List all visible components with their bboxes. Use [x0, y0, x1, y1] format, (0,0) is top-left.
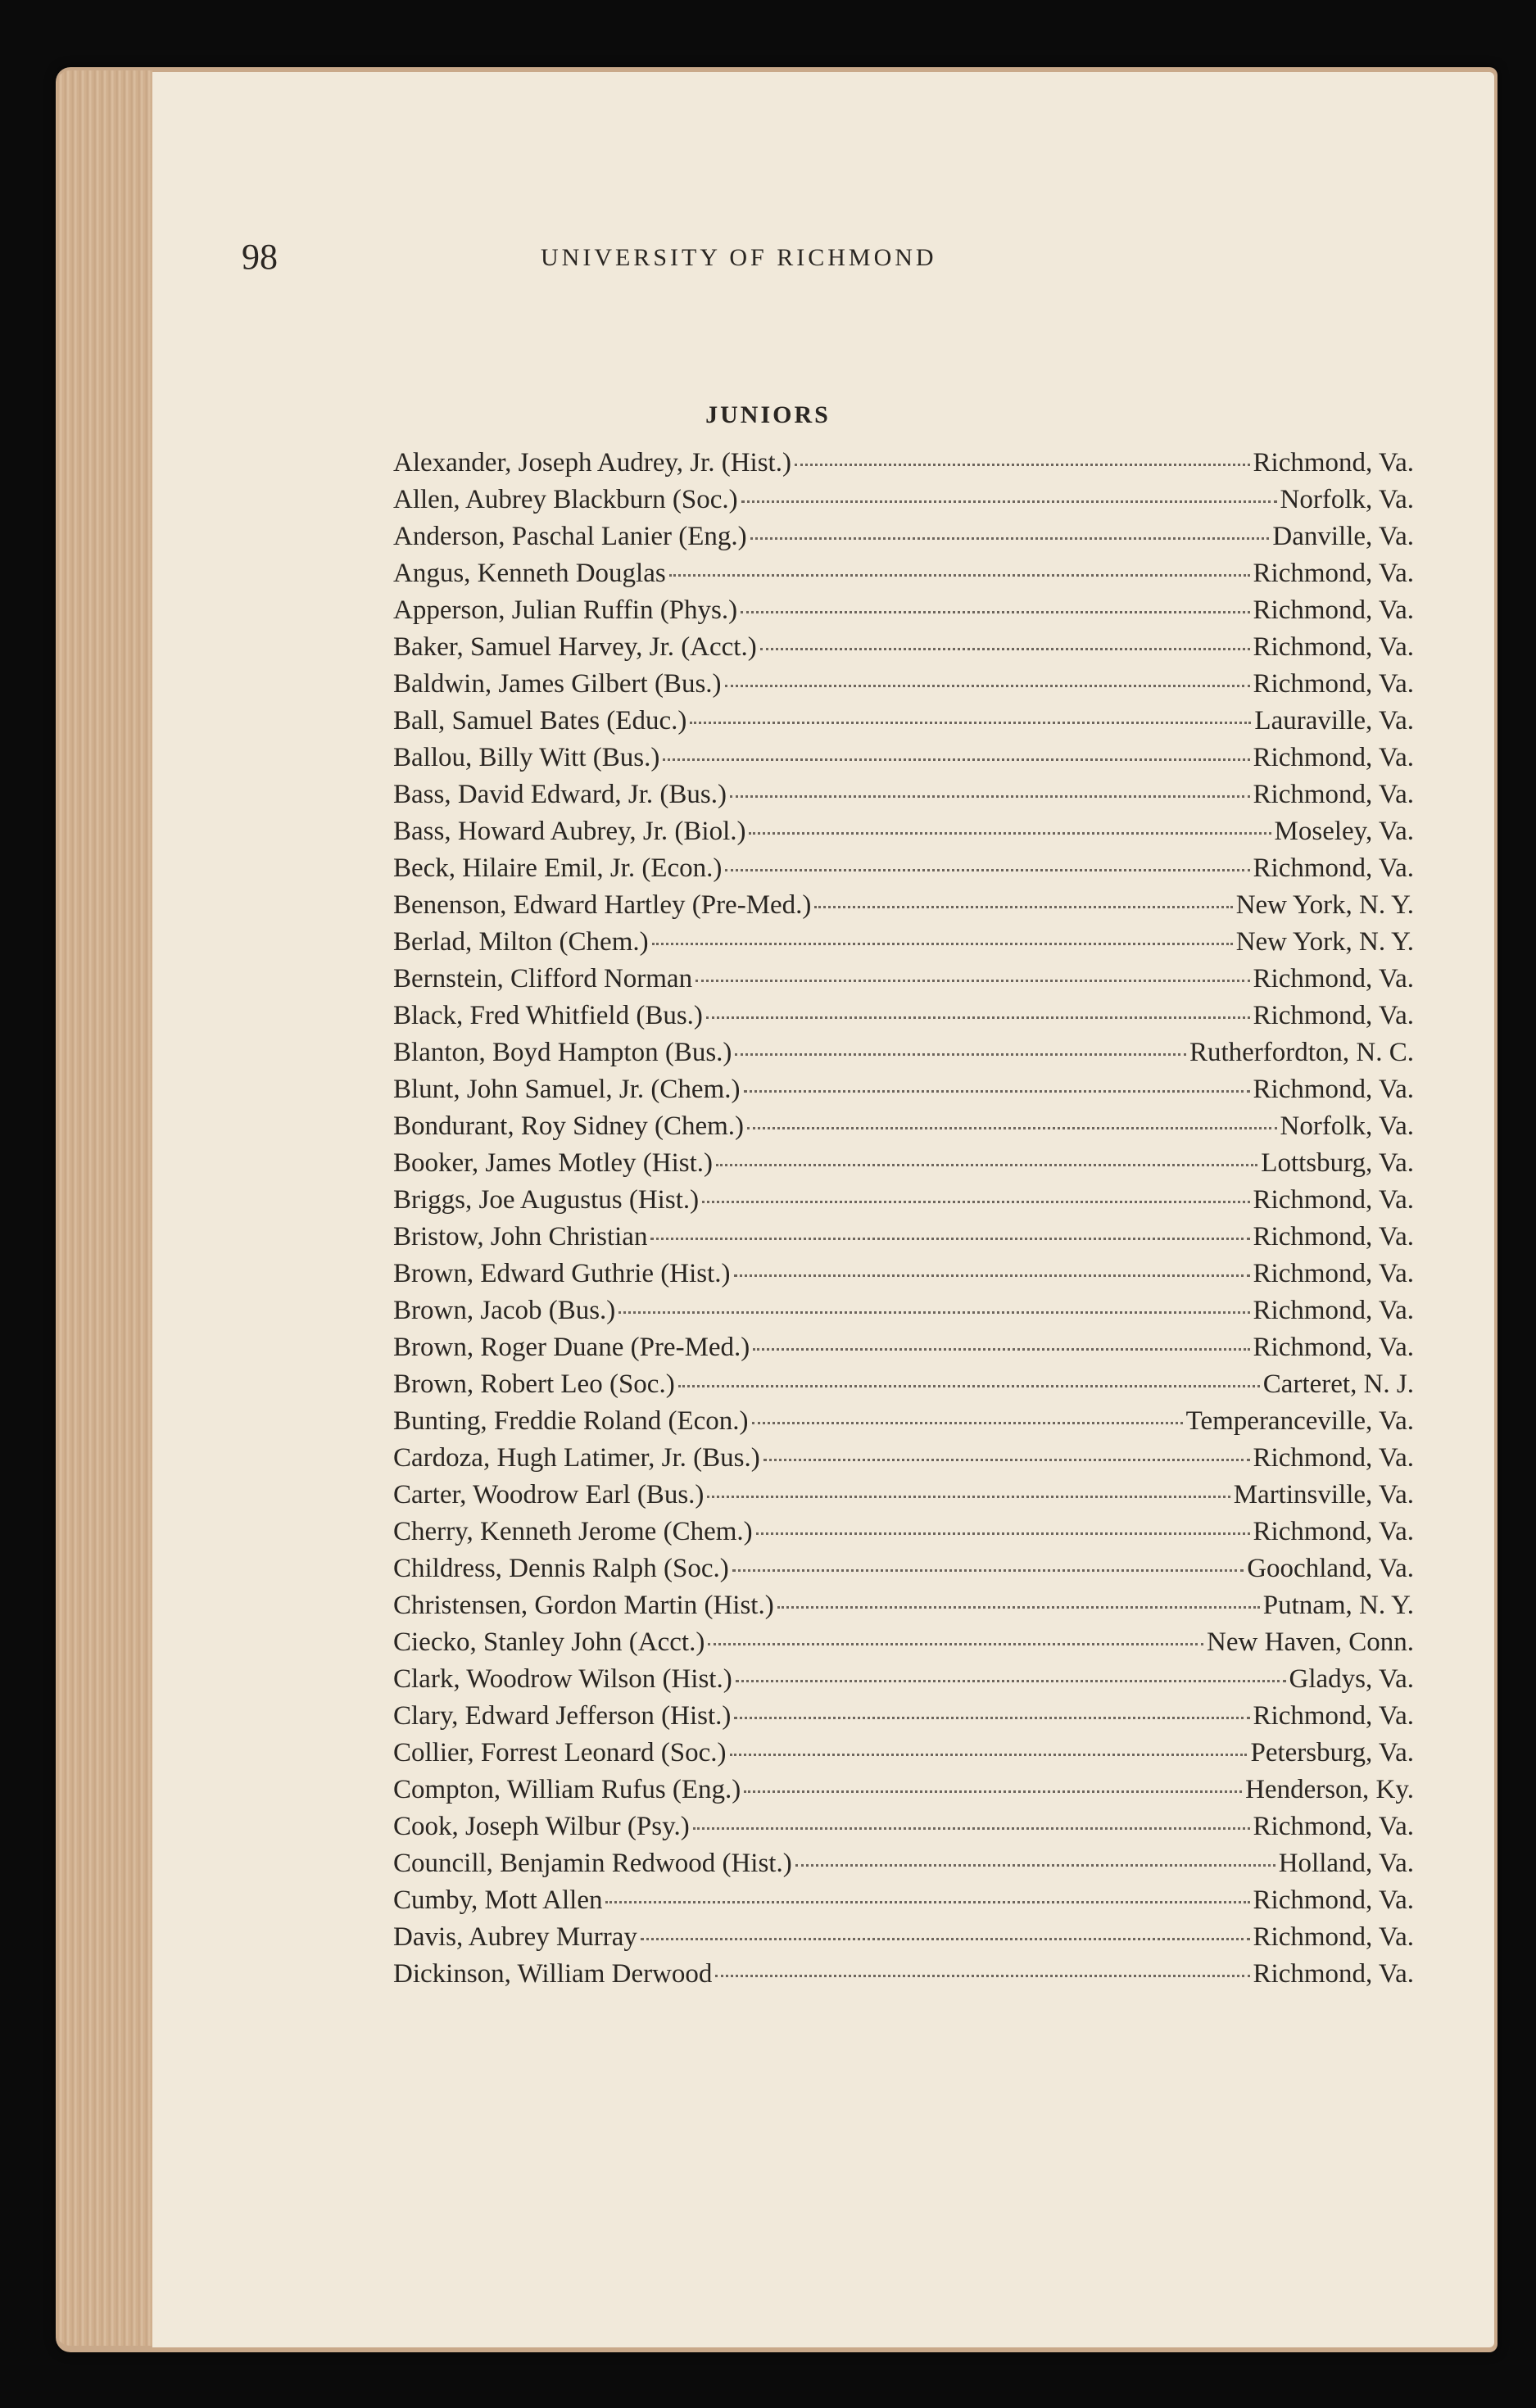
student-name: Alexander, Joseph Audrey, Jr. (Hist.): [393, 448, 791, 478]
dot-leader: [725, 685, 1250, 687]
dot-leader: [736, 1680, 1286, 1682]
roster-entry: [393, 964, 1414, 1001]
student-name: Cumby, Mott Allen: [393, 1885, 603, 1915]
hometown: Richmond, Va.: [1253, 1075, 1414, 1104]
dot-leader: [702, 1201, 1249, 1203]
dot-leader: [814, 906, 1232, 908]
dot-leader: [641, 1938, 1250, 1940]
roster-entry: [393, 927, 1414, 964]
dot-leader: [730, 1754, 1248, 1756]
roster-entry: [393, 1185, 1414, 1222]
student-name: Benenson, Edward Hartley (Pre-Med.): [393, 890, 812, 920]
hometown: New Haven, Conn.: [1207, 1627, 1414, 1657]
hometown: Lottsburg, Va.: [1261, 1148, 1414, 1178]
roster-entry: [393, 1038, 1414, 1075]
hometown: Richmond, Va.: [1253, 1296, 1414, 1325]
student-name: Childress, Dennis Ralph (Soc.): [393, 1554, 729, 1583]
dot-leader: [618, 1311, 1249, 1314]
dot-leader: [707, 1496, 1230, 1498]
roster-entry: [393, 1849, 1414, 1885]
dot-leader: [744, 1090, 1250, 1093]
student-name: Black, Fred Whitfield (Bus.): [393, 1001, 703, 1030]
hometown: Rutherfordton, N. C.: [1189, 1038, 1414, 1067]
student-name: Compton, William Rufus (Eng.): [393, 1775, 741, 1804]
roster-entry: [393, 1812, 1414, 1849]
roster-entry: [393, 1148, 1414, 1185]
roster-entry: [393, 522, 1414, 559]
roster-entry: [393, 1443, 1414, 1480]
hometown: Goochland, Va.: [1247, 1554, 1414, 1583]
dot-leader: [744, 1790, 1242, 1793]
dot-leader: [741, 611, 1249, 613]
dot-leader: [730, 795, 1250, 798]
student-name: Berlad, Milton (Chem.): [393, 927, 649, 957]
roster-entry: [393, 1517, 1414, 1554]
student-name: Bunting, Freddie Roland (Econ.): [393, 1406, 749, 1436]
dot-leader: [741, 500, 1277, 503]
dot-leader: [690, 722, 1251, 724]
student-name: Cook, Joseph Wilbur (Psy.): [393, 1812, 690, 1841]
dot-leader: [708, 1643, 1203, 1645]
dot-leader: [652, 943, 1233, 945]
hometown: Richmond, Va.: [1253, 780, 1414, 809]
student-name: Christensen, Gordon Martin (Hist.): [393, 1591, 774, 1620]
dot-leader: [725, 869, 1249, 871]
hometown: Norfolk, Va.: [1280, 1111, 1414, 1141]
roster-entry: [393, 1959, 1414, 1996]
student-name: Councill, Benjamin Redwood (Hist.): [393, 1849, 792, 1878]
roster-entry: [393, 780, 1414, 817]
student-name: Ballou, Billy Witt (Bus.): [393, 743, 660, 772]
roster-entry: [393, 1554, 1414, 1591]
hometown: Holland, Va.: [1278, 1849, 1414, 1878]
roster-entry: [393, 448, 1414, 485]
roster-entry: [393, 1480, 1414, 1517]
dot-leader: [734, 1717, 1249, 1719]
hometown: Richmond, Va.: [1253, 595, 1414, 625]
hometown: Richmond, Va.: [1253, 1443, 1414, 1473]
dot-leader: [763, 1459, 1250, 1461]
hometown: Richmond, Va.: [1253, 1959, 1414, 1989]
student-name: Davis, Aubrey Murray: [393, 1922, 637, 1952]
student-name: Clark, Woodrow Wilson (Hist.): [393, 1664, 732, 1694]
roster-entry: [393, 1111, 1414, 1148]
student-name: Carter, Woodrow Earl (Bus.): [393, 1480, 705, 1510]
dot-leader: [732, 1569, 1244, 1572]
hometown: Richmond, Va.: [1253, 448, 1414, 478]
hometown: Richmond, Va.: [1253, 1812, 1414, 1841]
student-name: Ball, Samuel Bates (Educ.): [393, 706, 687, 736]
student-name: Brown, Roger Duane (Pre-Med.): [393, 1333, 750, 1362]
student-name: Bass, David Edward, Jr. (Bus.): [393, 780, 727, 809]
student-name: Brown, Robert Leo (Soc.): [393, 1369, 675, 1399]
roster-entry: [393, 853, 1414, 890]
dot-leader: [715, 1975, 1249, 1977]
roster-entry: [393, 1885, 1414, 1922]
hometown: Lauraville, Va.: [1254, 706, 1414, 736]
hometown: Richmond, Va.: [1253, 1701, 1414, 1731]
roster-entry: [393, 1701, 1414, 1738]
dot-leader: [693, 1827, 1250, 1830]
hometown: Richmond, Va.: [1253, 1222, 1414, 1252]
hometown: Richmond, Va.: [1253, 1333, 1414, 1362]
roster-entry: [393, 1627, 1414, 1664]
dot-leader: [716, 1164, 1257, 1166]
hometown: Richmond, Va.: [1253, 743, 1414, 772]
roster-entry: [393, 1369, 1414, 1406]
section-heading: JUNIORS: [705, 401, 831, 428]
student-name: Clary, Edward Jefferson (Hist.): [393, 1701, 732, 1731]
roster-entry: [393, 1775, 1414, 1812]
dot-leader: [669, 574, 1250, 577]
hometown: New York, N. Y.: [1235, 927, 1414, 957]
dot-leader: [753, 1348, 1249, 1351]
roster-entry: [393, 1259, 1414, 1296]
hometown: Petersburg, Va.: [1250, 1738, 1414, 1768]
hometown: Richmond, Va.: [1253, 559, 1414, 588]
dot-leader: [756, 1532, 1250, 1535]
student-name: Brown, Jacob (Bus.): [393, 1296, 616, 1325]
hometown: Martinsville, Va.: [1233, 1480, 1414, 1510]
roster-entry: [393, 890, 1414, 927]
hometown: Richmond, Va.: [1253, 964, 1414, 994]
roster-entry: [393, 1738, 1414, 1775]
dot-leader: [752, 1422, 1183, 1424]
dot-leader: [747, 1127, 1276, 1129]
roster-entry: [393, 669, 1414, 706]
student-name: Bernstein, Clifford Norman: [393, 964, 693, 994]
student-name: Blunt, John Samuel, Jr. (Chem.): [393, 1075, 741, 1104]
dot-leader: [750, 537, 1270, 540]
roster-entry: [393, 743, 1414, 780]
roster-entry: [393, 1406, 1414, 1443]
dot-leader: [777, 1606, 1260, 1609]
student-name: Angus, Kenneth Douglas: [393, 559, 666, 588]
hometown: Danville, Va.: [1272, 522, 1414, 551]
roster-entry: [393, 595, 1414, 632]
student-name: Anderson, Paschal Lanier (Eng.): [393, 522, 747, 551]
hometown: Richmond, Va.: [1253, 1001, 1414, 1030]
hometown: New York, N. Y.: [1235, 890, 1414, 920]
roster-entry: [393, 1001, 1414, 1038]
student-name: Cardoza, Hugh Latimer, Jr. (Bus.): [393, 1443, 760, 1473]
hometown: Richmond, Va.: [1253, 1517, 1414, 1546]
student-name: Blanton, Boyd Hampton (Bus.): [393, 1038, 732, 1067]
dot-leader: [735, 1053, 1186, 1056]
dot-leader: [734, 1274, 1250, 1277]
hometown: Temperanceville, Va.: [1185, 1406, 1414, 1436]
hometown: Henderson, Ky.: [1245, 1775, 1414, 1804]
student-name: Baldwin, James Gilbert (Bus.): [393, 669, 722, 699]
roster-entry: [393, 1664, 1414, 1701]
dot-leader: [706, 1016, 1250, 1019]
page-header: [242, 236, 1430, 285]
dot-leader: [795, 464, 1250, 466]
hometown: Richmond, Va.: [1253, 1185, 1414, 1215]
student-name: Baker, Samuel Harvey, Jr. (Acct.): [393, 632, 757, 662]
hometown: Carteret, N. J.: [1262, 1369, 1414, 1399]
dot-leader: [696, 980, 1249, 982]
dot-leader: [663, 758, 1249, 761]
page-number: 98: [242, 237, 278, 277]
roster-entry: [393, 559, 1414, 595]
student-name: Briggs, Joe Augustus (Hist.): [393, 1185, 700, 1215]
roster-entry: [393, 1922, 1414, 1959]
student-name: Bass, Howard Aubrey, Jr. (Biol.): [393, 817, 746, 846]
hometown: Richmond, Va.: [1253, 853, 1414, 883]
student-roster: [393, 448, 1414, 1996]
roster-entry: [393, 632, 1414, 669]
student-name: Bristow, John Christian: [393, 1222, 648, 1252]
dot-leader: [749, 832, 1271, 835]
roster-entry: [393, 1075, 1414, 1111]
dot-leader: [795, 1864, 1275, 1867]
hometown: Richmond, Va.: [1253, 669, 1414, 699]
student-name: Ciecko, Stanley John (Acct.): [393, 1627, 705, 1657]
hometown: Putnam, N. Y.: [1262, 1591, 1414, 1620]
student-name: Brown, Edward Guthrie (Hist.): [393, 1259, 731, 1288]
hometown: Richmond, Va.: [1253, 1259, 1414, 1288]
roster-entry: [393, 1591, 1414, 1627]
student-name: Apperson, Julian Ruffin (Phys.): [393, 595, 738, 625]
running-title: UNIVERSITY OF RICHMOND: [541, 244, 937, 271]
student-name: Dickinson, William Derwood: [393, 1959, 713, 1989]
dot-leader: [650, 1238, 1249, 1240]
hometown: Norfolk, Va.: [1280, 485, 1414, 514]
hometown: Richmond, Va.: [1253, 632, 1414, 662]
hometown: Gladys, Va.: [1289, 1664, 1414, 1694]
dot-leader: [760, 648, 1250, 650]
student-name: Cherry, Kenneth Jerome (Chem.): [393, 1517, 753, 1546]
hometown: Richmond, Va.: [1253, 1885, 1414, 1915]
dot-leader: [605, 1901, 1249, 1903]
student-name: Booker, James Motley (Hist.): [393, 1148, 714, 1178]
student-name: Collier, Forrest Leonard (Soc.): [393, 1738, 727, 1768]
roster-entry: [393, 1296, 1414, 1333]
roster-entry: [393, 1333, 1414, 1369]
hometown: Moseley, Va.: [1274, 817, 1414, 846]
roster-entry: [393, 706, 1414, 743]
roster-entry: [393, 1222, 1414, 1259]
hometown: Richmond, Va.: [1253, 1922, 1414, 1952]
student-name: Beck, Hilaire Emil, Jr. (Econ.): [393, 853, 723, 883]
roster-entry: [393, 817, 1414, 853]
student-name: Allen, Aubrey Blackburn (Soc.): [393, 485, 738, 514]
roster-entry: [393, 485, 1414, 522]
dot-leader: [678, 1385, 1260, 1387]
student-name: Bondurant, Roy Sidney (Chem.): [393, 1111, 745, 1141]
